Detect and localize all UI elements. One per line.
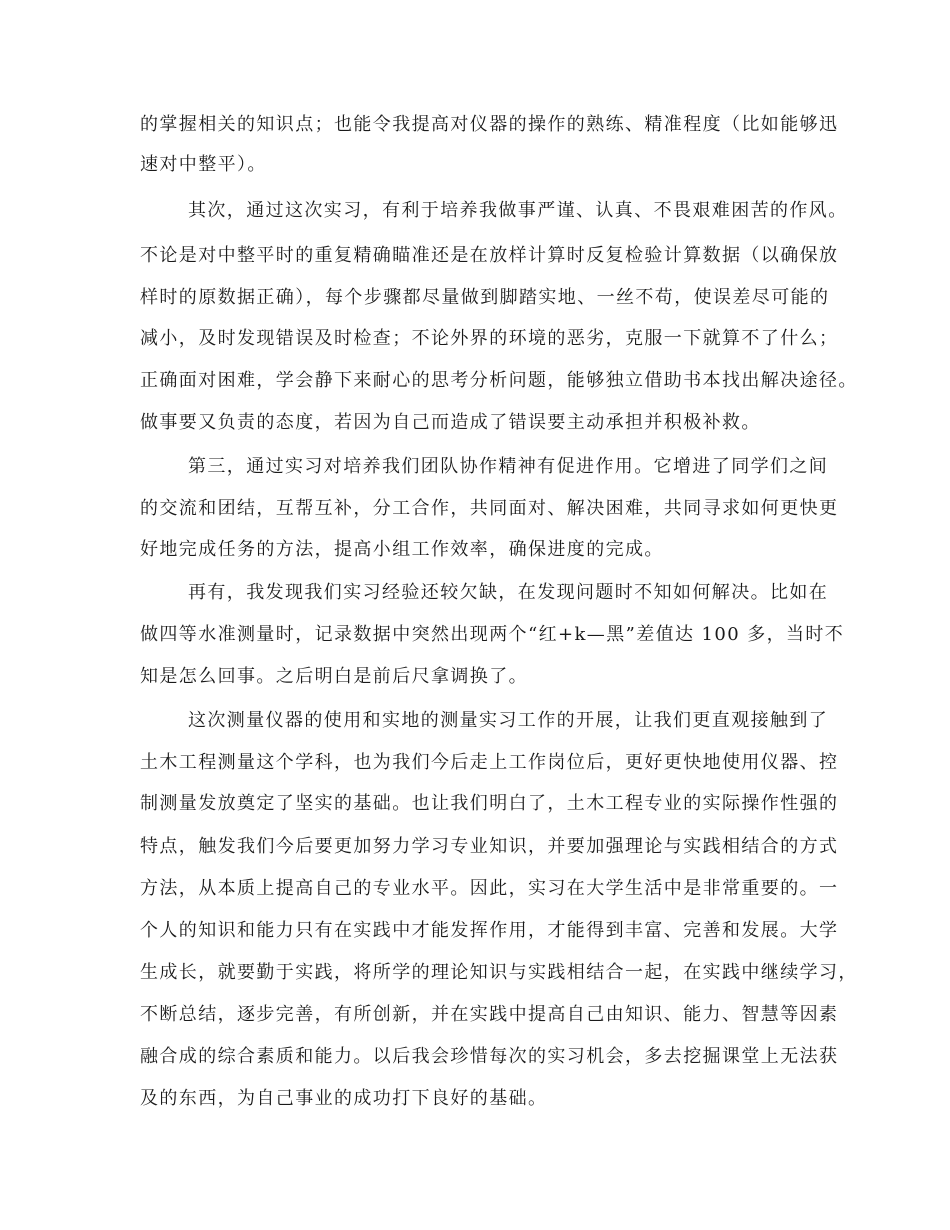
text-line: 及的东西，为自己事业的成功打下良好的基础。 <box>140 1088 548 1109</box>
text-line: 正确面对困难，学会静下来耐心的思考分析问题，能够独立借助书本找出解决途径。 <box>140 370 858 391</box>
text-line: 做事要又负责的态度，若因为自己而造成了错误要主动承担并积极补救。 <box>140 412 761 433</box>
text-line: 生成长，就要勤于实践，将所学的理论知识与实践相结合一起，在实践中继续学习， <box>140 962 858 983</box>
text-line: 方法，从本质上提高自己的专业水平。因此，实习在大学生活中是非常重要的。一 <box>140 878 839 899</box>
paragraph-start-line: 再有，我发现我们实习经验还较欠缺，在发现问题时不知如何解决。比如在 <box>188 582 829 603</box>
text-line: 做四等水准测量时，记录数据中突然出现两个“红+k—黑”差值达 100 多，当时不 <box>140 624 845 645</box>
text-line: 制测量发放奠定了坚实的基础。也让我们明白了，土木工程专业的实际操作性强的 <box>140 793 839 814</box>
text-line: 不断总结，逐步完善，有所创新，并在实践中提高自己由知识、能力、智慧等因素 <box>140 1004 839 1025</box>
text-line: 融合成的综合素质和能力。以后我会珍惜每次的实习机会，多去挖掘课堂上无法获 <box>140 1046 839 1067</box>
text-line: 的掌握相关的知识点；也能令我提高对仪器的操作的熟练、精准程度（比如能够迅 <box>140 114 839 135</box>
paragraph-start-line: 其次，通过这次实习，有利于培养我做事严谨、认真、不畏艰难困苦的作风。 <box>188 200 848 221</box>
text-line: 好地完成任务的方法，提高小组工作效率，确保进度的完成。 <box>140 539 664 560</box>
text-line: 的交流和团结，互帮互补，分工合作，共同面对、解决困难，共同寻求如何更快更 <box>140 498 839 519</box>
text-line: 不论是对中整平时的重复精确瞄准还是在放样计算时反复检验计算数据（以确保放 <box>140 245 839 266</box>
text-line: 速对中整平）。 <box>140 154 267 175</box>
text-line: 知是怎么回事。之后明白是前后尺拿调换了。 <box>140 666 528 687</box>
paragraph-start-line: 第三，通过实习对培养我们团队协作精神有促进作用。它增进了同学们之间 <box>188 456 829 477</box>
text-line: 个人的知识和能力只有在实践中才能发挥作用，才能得到丰富、完善和发展。大学 <box>140 920 839 941</box>
text-line: 减小，及时发现错误及时检查；不论外界的环境的恶劣，克服一下就算不了什么； <box>140 328 839 349</box>
paragraph-start-line: 这次测量仪器的使用和实地的测量实习工作的开展，让我们更直观接触到了 <box>188 710 829 731</box>
text-line: 土木工程测量这个学科，也为我们今后走上工作岗位后，更好更快地使用仪器、控 <box>140 752 839 773</box>
text-line: 样时的原数据正确），每个步骤都尽量做到脚踏实地、一丝不苟，使误差尽可能的 <box>140 287 830 308</box>
text-line: 特点，触发我们今后要更加努力学习专业知识，并要加强理论与实践相结合的方式 <box>140 836 839 857</box>
